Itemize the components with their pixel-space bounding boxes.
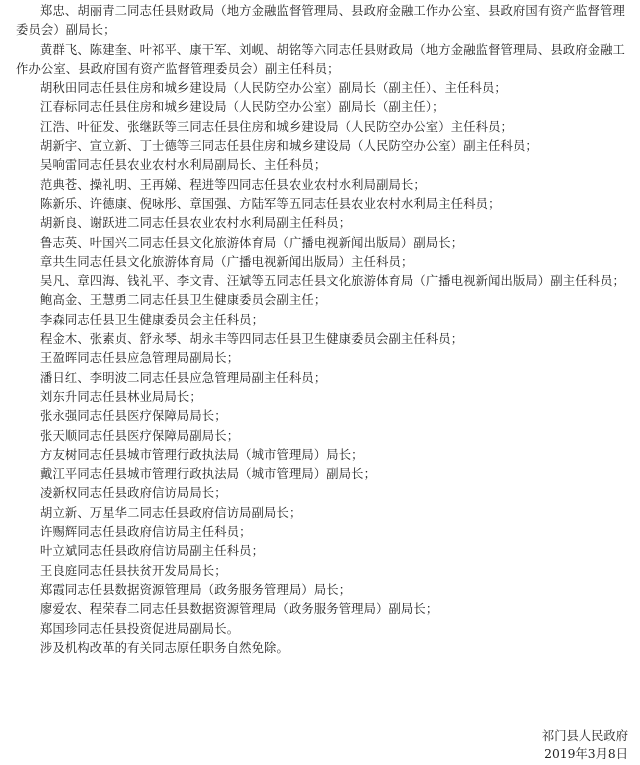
- paragraph: 郑霞同志任县数据资源管理局（政务服务管理局）局长；: [40, 582, 352, 597]
- paragraph: 范典苍、操礼明、王再娣、程进等四同志任县农业农村水利局副局长；: [40, 177, 426, 192]
- signature-organization: 祁门县人民政府: [541, 729, 628, 743]
- paragraph: 吴响雷同志任县农业农村水利局副局长、主任科员；: [40, 158, 327, 173]
- paragraph: 张永强同志任县医疗保障局局长；: [40, 409, 227, 424]
- paragraph: 程金木、张素贞、舒永琴、胡永丰等四同志任县卫生健康委员会副主任科员；: [40, 332, 464, 347]
- paragraph: 张天顺同志任县医疗保障局副局长；: [40, 428, 240, 443]
- paragraph: 胡立新、万星华二同志任县政府信访局副局长；: [40, 505, 302, 520]
- signature-date: 2019年3月8日: [544, 747, 628, 761]
- paragraph: 刘东升同志任县林业局局长；: [40, 389, 202, 404]
- paragraph: 许赐辉同志任县政府信访局主任科员；: [40, 525, 252, 540]
- paragraph: 鲁志英、叶国兴二同志任县文化旅游体育局（广播电视新闻出版局）副局长；: [40, 235, 464, 250]
- paragraph: 胡秋田同志任县住房和城乡建设局（人民防空办公室）副局长（副主任）、主任科员；: [40, 81, 507, 96]
- paragraph: 陈新乐、许德康、倪咏彤、章国强、方陆军等五同志任县农业农村水利局主任科员；: [40, 196, 501, 211]
- paragraph: 胡新良、谢跃进二同志任县农业农村水利局副主任科员；: [40, 216, 352, 231]
- paragraph: 鲍高金、王慧勇二同志任县卫生健康委员会副主任；: [40, 293, 327, 308]
- paragraph: 郑忠、胡丽青二同志任县财政局（地方金融监督管理局、县政府金融工作办公室、县政府国有资产监督管理委员会）副局长；: [16, 4, 626, 38]
- paragraph: 章共生同志任县文化旅游体育局（广播电视新闻出版局）主任科员；: [40, 254, 414, 269]
- paragraph: 潘日红、李明波二同志任县应急管理局副主任科员；: [40, 370, 327, 385]
- paragraph: 方友树同志任县城市管理行政执法局（城市管理局）局长；: [40, 447, 364, 462]
- paragraph: 凌新权同志任县政府信访局局长；: [40, 486, 227, 501]
- paragraph: 戴江平同志任县城市管理行政执法局（城市管理局）副局长；: [40, 467, 377, 482]
- paragraph: 江浩、叶征发、张继跃等三同志任县住房和城乡建设局（人民防空办公室）主任科员；: [40, 119, 513, 134]
- paragraph: 郑国珍同志任县投资促进局副局长。: [40, 621, 240, 636]
- paragraph: 廖爱农、程荣春二同志任县数据资源管理局（政务服务管理局）副局长；: [40, 602, 439, 617]
- appointment-list: [16, 2, 626, 658]
- paragraph: 王盈晖同志任县应急管理局副局长；: [40, 351, 240, 366]
- paragraph: 黄群飞、陈建奎、叶祁平、康干军、刘岘、胡铭等六同志任县财政局（地方金融监督管理局、县政府金融工作办公室、县政府国有资产监督管理委员会）副主任科员；: [16, 42, 626, 76]
- paragraph: 吴凡、章四海、钱礼平、李文青、汪斌等五同志任县文化旅游体育局（广播电视新闻出版局）副主任科员；: [40, 274, 626, 289]
- paragraph: 胡新宇、宣立新、丁士德等三同志任县住房和城乡建设局（人民防空办公室）副主任科员；: [40, 139, 538, 154]
- paragraph: 王良庭同志任县扶贫开发局局长；: [40, 563, 227, 578]
- paragraph: 李森同志任县卫生健康委员会主任科员；: [40, 312, 265, 327]
- paragraph: 涉及机构改革的有关同志原任职务自然免除。: [40, 640, 289, 655]
- paragraph: 叶立斌同志任县政府信访局副主任科员；: [40, 544, 265, 559]
- paragraph: 江春标同志任县住房和城乡建设局（人民防空办公室）副局长（副主任）；: [40, 100, 445, 115]
